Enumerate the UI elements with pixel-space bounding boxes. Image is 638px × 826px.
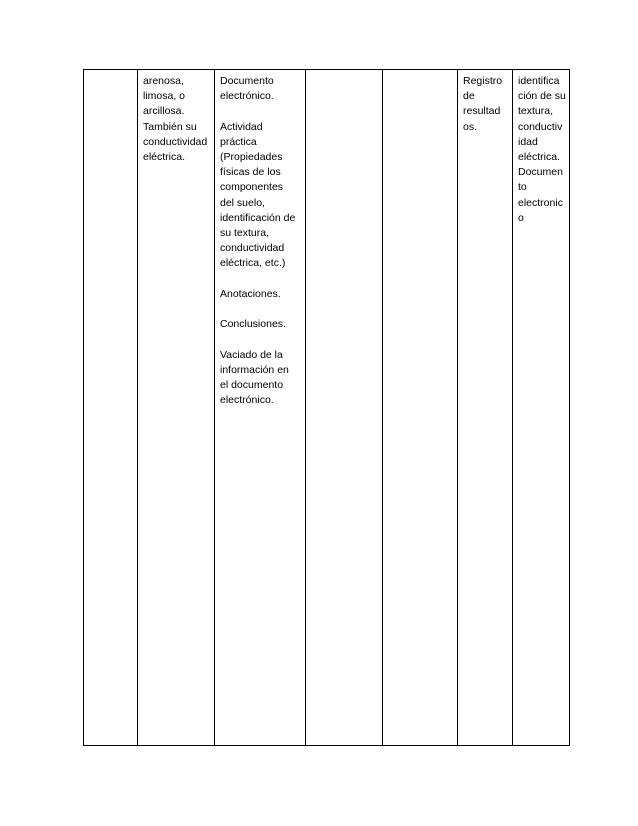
cell-text-line: componentes: [220, 181, 284, 194]
cell-text-line: identifica: [518, 75, 560, 87]
cell-text-line: identificación de: [220, 211, 296, 224]
cell-text-line: os.: [463, 120, 478, 133]
table-cell-col-1: [84, 70, 138, 746]
cell-text-line: Documento: [220, 75, 274, 87]
cell-text-line: el documento: [220, 379, 284, 391]
cell-text-line: limosa, o: [143, 90, 186, 103]
table-cell-col-4: [306, 70, 383, 746]
cell-text-line: arenosa,: [143, 75, 184, 87]
cell-text-line: electrónico.: [220, 90, 274, 103]
cell-text-line: su textura,: [220, 227, 270, 240]
cell-text-line: físicas de los: [220, 166, 281, 179]
cell-paragraph: [220, 317, 301, 332]
cell-text-line: Conclusiones.: [220, 318, 286, 331]
cell-paragraph: [220, 120, 301, 272]
cell-text-line: También su: [143, 120, 197, 133]
cell-paragraph: [463, 74, 508, 135]
table-cell-col-7: [513, 70, 570, 746]
cell-text-line: eléctrica.: [143, 151, 186, 164]
cell-text-line: Documen: [518, 166, 563, 179]
cell-text-line: electrónico.: [220, 394, 274, 407]
cell-text-line: información en: [220, 363, 289, 376]
cell-text-line: o: [518, 211, 524, 224]
cell-text-line: eléctrica.: [518, 151, 561, 164]
cell-text-line: Anotaciones.: [220, 287, 281, 300]
cell-text-line: idad: [518, 135, 538, 148]
cell-text-line: textura,: [518, 105, 554, 118]
cell-text-line: de: [463, 90, 475, 103]
cell-text-line: resultad: [463, 105, 501, 118]
cell-text-line: conductividad: [220, 242, 285, 255]
cell-text-line: ción de su: [518, 90, 566, 103]
table-cell-col-6: [458, 70, 513, 746]
cell-paragraph: [220, 287, 301, 302]
cell-text-line: eléctrica, etc.): [220, 257, 286, 270]
cell-text-line: to: [518, 181, 527, 194]
cell-text-line: electronic: [518, 196, 563, 209]
cell-text-line: Actividad: [220, 120, 263, 133]
table-cell-col-3: [215, 70, 306, 746]
table-cell-col-5: [383, 70, 458, 746]
cell-text-line: Registro: [463, 75, 503, 87]
table-cell-col-2: [138, 70, 215, 746]
cell-paragraph: [518, 74, 565, 226]
cell-text-line: Vaciado de la: [220, 348, 283, 361]
cell-text-line: del suelo,: [220, 196, 265, 209]
cell-text-line: (Propiedades: [220, 151, 283, 163]
cell-text-line: arcillosa.: [143, 105, 185, 118]
table-row: [84, 70, 570, 746]
content-table: [83, 69, 570, 746]
cell-paragraph: [143, 74, 210, 165]
cell-paragraph: [220, 348, 301, 409]
cell-text-line: práctica: [220, 135, 257, 148]
cell-paragraph: [220, 74, 301, 104]
cell-text-line: conductividad: [143, 135, 208, 148]
cell-text-line: conductiv: [518, 120, 563, 133]
